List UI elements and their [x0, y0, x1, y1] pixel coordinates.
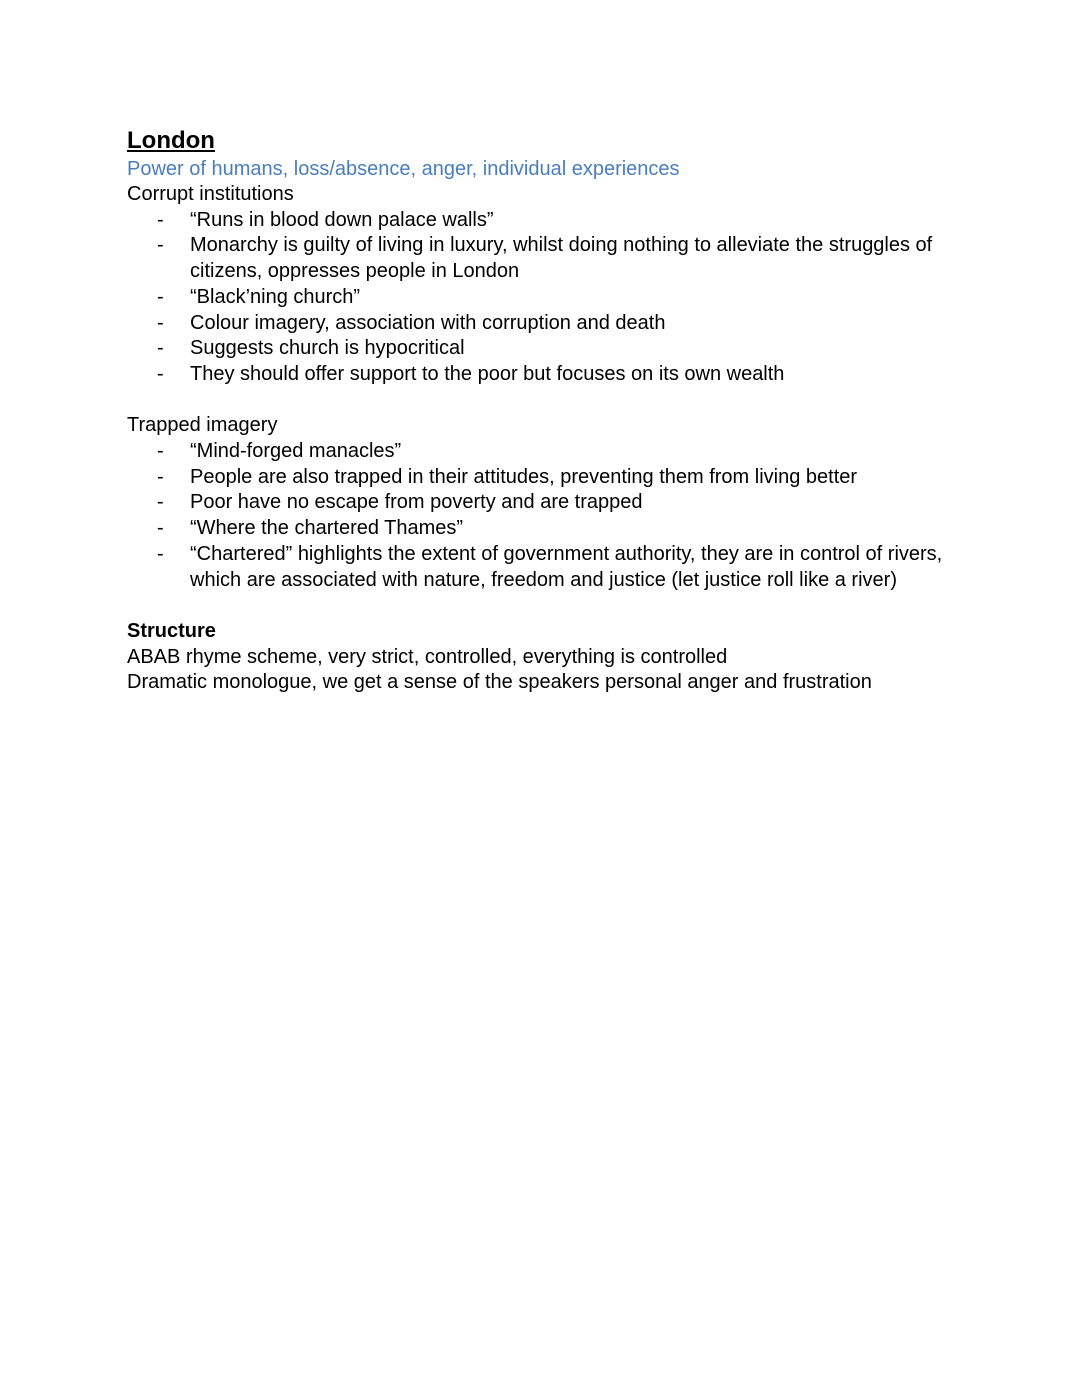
- dash-marker: -: [157, 491, 164, 514]
- bullet-list: [127, 208, 947, 388]
- list-item: [127, 465, 947, 491]
- list-item-text: “Black’ning church”: [190, 285, 361, 308]
- structure-line: Dramatic monologue, we get a sense of the speakers personal anger and frustration: [127, 671, 872, 694]
- list-item-text: “Where the chartered Thames”: [190, 517, 464, 540]
- dash-marker: -: [157, 337, 164, 360]
- dash-marker: -: [157, 285, 164, 308]
- dash-marker: -: [157, 311, 164, 334]
- list-item: [127, 208, 947, 234]
- list-item: [127, 362, 947, 388]
- list-item: [127, 490, 947, 516]
- dash-marker: -: [157, 234, 164, 257]
- document-title: London: [127, 127, 215, 154]
- dash-marker: -: [157, 208, 164, 231]
- list-item: [127, 336, 947, 362]
- structure-line: ABAB rhyme scheme, very strict, controlled, everything is controlled: [127, 645, 728, 668]
- blank-line: [127, 388, 947, 414]
- list-item: [127, 311, 947, 337]
- list-item-text: Colour imagery, association with corruption and death: [190, 311, 666, 334]
- list-item: [127, 439, 947, 465]
- dash-marker: -: [157, 517, 164, 540]
- list-item: [127, 516, 947, 542]
- section-heading: Trapped imagery: [127, 414, 278, 437]
- structure-heading: Structure: [127, 619, 216, 642]
- list-item-text: “Chartered” highlights the extent of government authority, they are in control of rivers, which are associated with nature, freedom and justice (let justice roll like a river): [190, 542, 943, 591]
- section-corrupt-institutions: [127, 182, 947, 388]
- blank-line: [127, 593, 947, 619]
- document-page: [127, 126, 947, 696]
- document-subtitle: Power of humans, loss/absence, anger, individual experiences: [127, 158, 680, 180]
- dash-marker: -: [157, 440, 164, 463]
- dash-marker: -: [157, 362, 164, 385]
- list-item: [127, 542, 947, 593]
- list-item-text: They should offer support to the poor but focuses on its own wealth: [190, 362, 785, 385]
- section-trapped-imagery: [127, 413, 947, 593]
- list-item-text: Monarchy is guilty of living in luxury, whilst doing nothing to alleviate the struggles of citizens, oppresses people in London: [190, 234, 933, 283]
- list-item-text: Suggests church is hypocritical: [190, 337, 465, 360]
- section-heading: Corrupt institutions: [127, 183, 294, 205]
- list-item-text: “Runs in blood down palace walls”: [190, 208, 494, 231]
- section-structure: [127, 619, 947, 696]
- list-item: [127, 285, 947, 311]
- dash-marker: -: [157, 542, 164, 565]
- list-item-text: “Mind-forged manacles”: [190, 440, 402, 463]
- dash-marker: -: [157, 465, 164, 488]
- list-item-text: People are also trapped in their attitudes, preventing them from living better: [190, 465, 858, 488]
- bullet-list: [127, 439, 947, 593]
- list-item: [127, 233, 947, 284]
- list-item-text: Poor have no escape from poverty and are trapped: [190, 491, 643, 514]
